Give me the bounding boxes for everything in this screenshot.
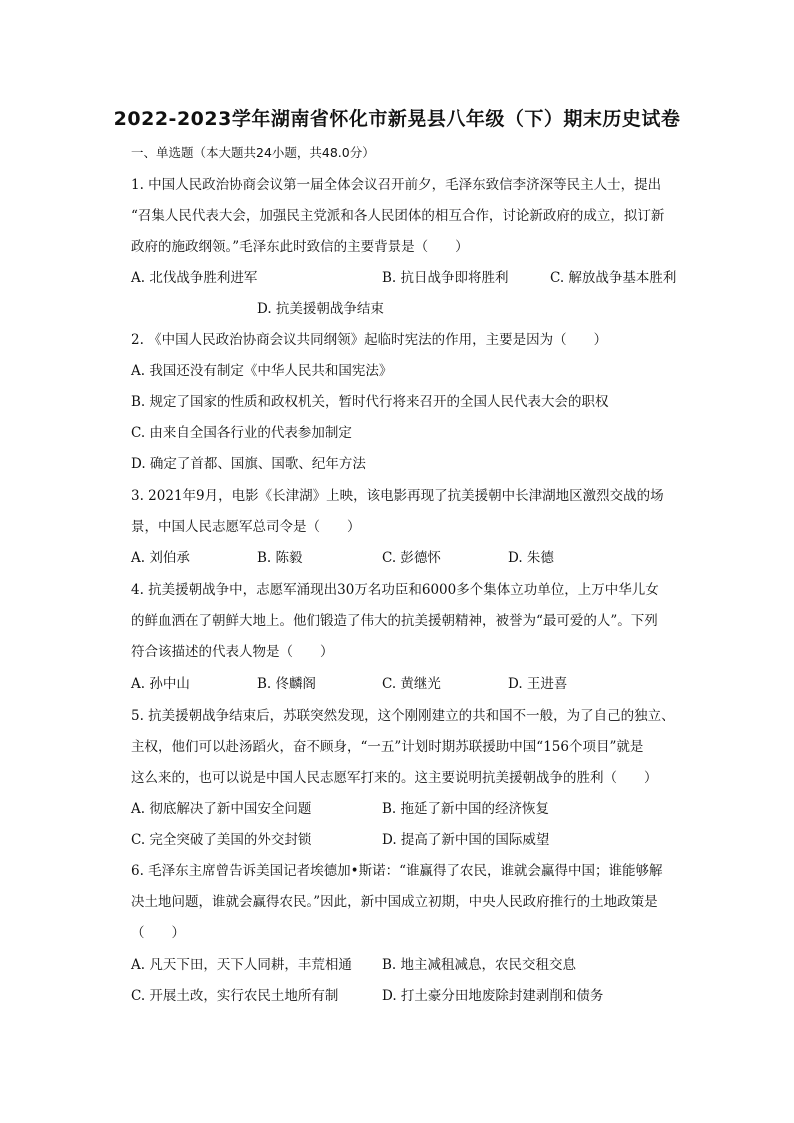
question-2-option-c[interactable]: C. 由来自全国各行业的代表参加制定 xyxy=(131,425,352,441)
question-5-line-1: 5. 抗美援朝战争结束后，苏联突然发现，这个刚刚建立的共和国不一般，为了自己的独立、 xyxy=(131,708,675,724)
question-2-line-1: 2. 《中国人民政治协商会议共同纲领》起临时宪法的作用，主要是因为（ ） xyxy=(131,332,608,348)
question-4-option-c[interactable]: C. 黄继光 xyxy=(382,676,441,692)
question-6-line-2: 决土地问题，谁就会赢得农民。”因此，新中国成立初期，中央人民政府推行的土地政策是 xyxy=(131,894,658,910)
question-6-option-b[interactable]: B. 地主减租减息，农民交租交息 xyxy=(382,957,577,973)
section-heading: 一、单选题（本大题共24小题，共48.0分） xyxy=(131,145,375,160)
question-6-option-c[interactable]: C. 开展土改，实行农民土地所有制 xyxy=(131,988,339,1004)
question-1-option-b[interactable]: B. 抗日战争即将胜利 xyxy=(382,270,509,286)
exam-title: 2022-2023学年湖南省怀化市新晃县八年级（下）期末历史试卷 xyxy=(113,108,681,130)
question-1-line-3: 政府的施政纲领。”毛泽东此时致信的主要背景是（ ） xyxy=(131,239,469,255)
question-1-option-c[interactable]: C. 解放战争基本胜利 xyxy=(550,270,677,286)
question-3-option-c[interactable]: C. 彭德怀 xyxy=(382,550,441,566)
question-2-option-a[interactable]: A. 我国还没有制定《中华人民共和国宪法》 xyxy=(131,363,393,379)
question-4-line-1: 4. 抗美援朝战争中，志愿军涌现出30万名功臣和6000多个集体立功单位，上万中华儿女 xyxy=(131,582,659,598)
question-1-line-1: 1. 中国人民政治协商会议第一届全体会议召开前夕，毛泽东致信李济深等民主人士，提出 xyxy=(131,177,662,193)
question-6-line-3: （ ） xyxy=(131,925,185,941)
question-4-option-b[interactable]: B. 佟麟阁 xyxy=(257,676,317,692)
question-4-line-2: 的鲜血洒在了朝鲜大地上。他们锻造了伟大的抗美援朝精神，被誉为“最可爱的人”。下列 xyxy=(131,613,658,629)
question-2-option-b[interactable]: B. 规定了国家的性质和政权机关，暂时代行将来召开的全国人民代表大会的职权 xyxy=(131,394,609,410)
question-3-line-2: 景，中国人民志愿军总司令是（ ） xyxy=(131,519,361,535)
question-4-option-d[interactable]: D. 王进喜 xyxy=(508,676,568,692)
question-3-line-1: 3. 2021年9月，电影《长津湖》上映，该电影再现了抗美援朝中长津湖地区激烈交战的场 xyxy=(131,488,664,504)
question-5-option-a[interactable]: A. 彻底解决了新中国安全问题 xyxy=(131,801,312,817)
question-4-line-3: 符合该描述的代表人物是（ ） xyxy=(131,644,334,660)
question-6-option-a[interactable]: A. 凡天下田，天下人同耕，丰荒相通 xyxy=(131,957,352,973)
question-3-option-a[interactable]: A. 刘伯承 xyxy=(131,550,190,566)
question-6-option-d[interactable]: D. 打土豪分田地废除封建剥削和债务 xyxy=(382,988,604,1004)
question-5-option-b[interactable]: B. 拖延了新中国的经济恢复 xyxy=(382,801,550,817)
question-4-option-a[interactable]: A. 孙中山 xyxy=(131,676,190,692)
question-6-line-1: 6. 毛泽东主席曾告诉美国记者埃德加•斯诺：“谁赢得了农民，谁就会赢得中国；谁能够解 xyxy=(131,863,663,879)
question-2-option-d[interactable]: D. 确定了首都、国旗、国歌、纪年方法 xyxy=(131,456,366,472)
question-5-option-c[interactable]: C. 完全突破了美国的外交封锁 xyxy=(131,832,312,848)
question-1-option-d[interactable]: D. 抗美援朝战争结束 xyxy=(257,301,384,317)
question-3-option-b[interactable]: B. 陈毅 xyxy=(257,550,303,566)
question-5-line-3: 这么来的，也可以说是中国人民志愿军打来的。这主要说明抗美援朝战争的胜利（ ） xyxy=(131,770,658,786)
question-5-line-2: 主权，他们可以赴汤蹈火，奋不顾身，“一五”计划时期苏联援助中国“156个项目”就是 xyxy=(131,739,644,755)
question-3-option-d[interactable]: D. 朱德 xyxy=(508,550,554,566)
question-5-option-d[interactable]: D. 提高了新中国的国际威望 xyxy=(382,832,550,848)
question-1-option-a[interactable]: A. 北伐战争胜利进军 xyxy=(131,270,258,286)
question-1-line-2: “召集人民代表大会，加强民主党派和各人民团体的相互合作，讨论新政府的成立，拟订新 xyxy=(131,208,665,224)
